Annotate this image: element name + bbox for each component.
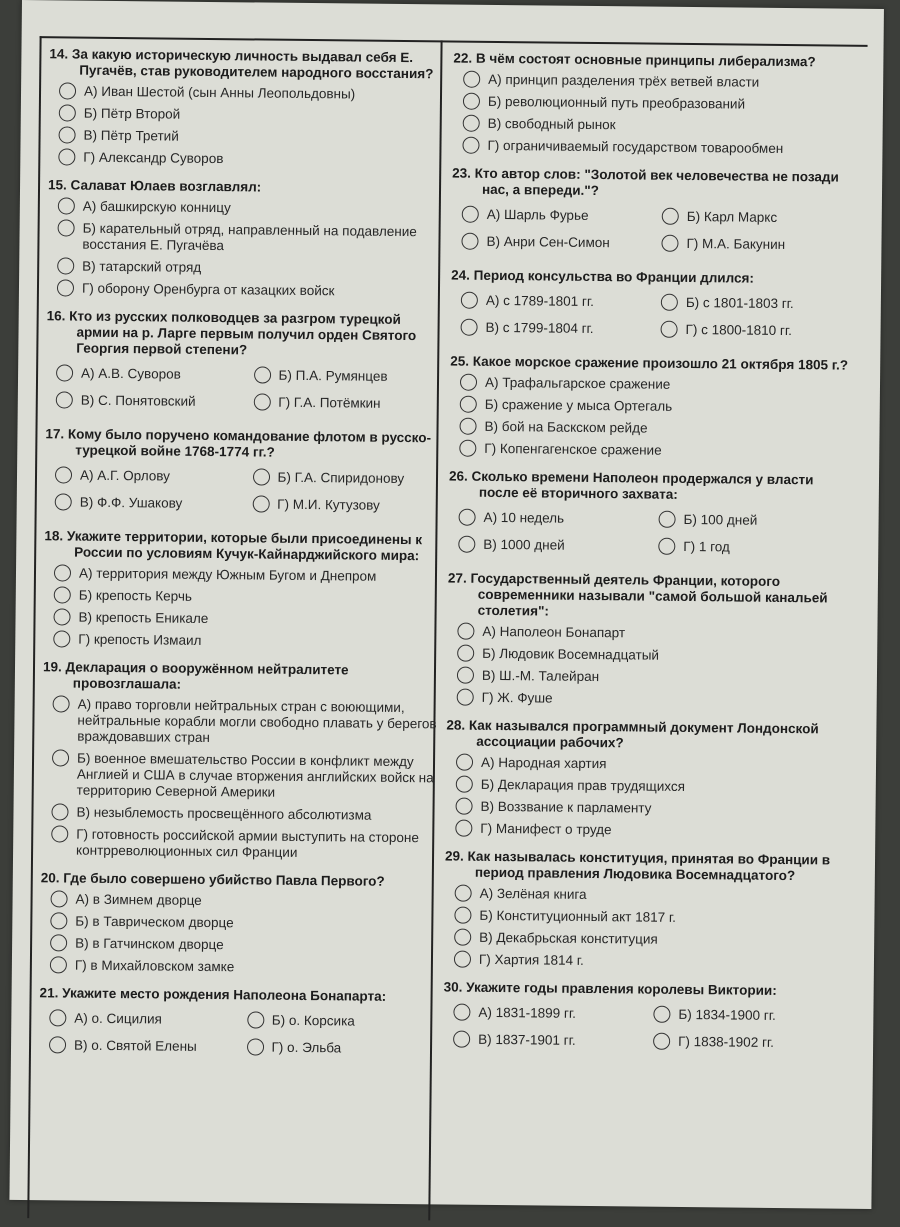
question-block: [40, 870, 436, 977]
answer-option-label: А) 1831-1899 гг.: [478, 1004, 577, 1021]
answer-option[interactable]: [45, 494, 243, 512]
answer-option-label: В) Воззвание к парламенту: [480, 798, 652, 816]
answer-option-label: Б) крепость Керчь: [78, 587, 193, 604]
answer-option[interactable]: [39, 1010, 237, 1028]
answer-option-label: Г) М.А. Бакунин: [686, 235, 786, 253]
answer-option-label: Г) оборону Оренбурга от казацких войск: [81, 280, 335, 299]
answer-option[interactable]: [452, 138, 852, 158]
answer-option[interactable]: [236, 1039, 434, 1057]
answer-options: [47, 198, 443, 300]
answer-option-label: А) в Зимнем дворце: [75, 891, 202, 908]
answer-option-label: Г) с 1800-1810 гг.: [685, 321, 792, 339]
question-block: [449, 354, 850, 461]
answer-option-label: В) свободный рынок: [487, 115, 616, 133]
question-block: [46, 308, 442, 418]
answer-option[interactable]: [40, 935, 435, 955]
answer-option[interactable]: [445, 820, 845, 840]
answer-option[interactable]: [242, 469, 440, 487]
answer-option-label: Г) Манифест о труде: [480, 820, 612, 838]
answer-option[interactable]: [49, 105, 444, 125]
answer-option[interactable]: [452, 207, 652, 225]
radio-circle-icon[interactable]: [457, 623, 474, 640]
radio-circle-icon[interactable]: [454, 907, 471, 924]
radio-circle-icon[interactable]: [49, 1036, 66, 1053]
answer-option[interactable]: [443, 1004, 643, 1022]
answer-option-label: Б) о. Корсика: [271, 1012, 355, 1029]
answer-option[interactable]: [450, 375, 850, 395]
radio-circle-icon[interactable]: [252, 468, 269, 485]
radio-circle-icon[interactable]: [53, 630, 70, 647]
radio-circle-icon[interactable]: [455, 885, 472, 902]
radio-circle-icon[interactable]: [453, 1004, 470, 1021]
question-title: 16. Кто из русских полководцев за разгром турецкой армии на р. Ларге первым получил орден Святого Георгия первой степени?: [46, 308, 417, 358]
question-title: 27. Государственный деятель Франции, которого современники называли "самой большой канальей столетия":: [447, 570, 828, 619]
answer-option[interactable]: [451, 234, 651, 252]
answer-option[interactable]: [449, 440, 849, 460]
radio-circle-icon[interactable]: [51, 825, 68, 842]
answer-option[interactable]: [49, 127, 444, 147]
answer-options: [41, 696, 438, 862]
answer-option[interactable]: [650, 322, 850, 340]
answer-option-label: В) с 1799-1804 гг.: [485, 319, 594, 337]
radio-circle-icon[interactable]: [454, 929, 471, 946]
answer-option-label: В) Анри Сен-Симон: [486, 233, 610, 251]
answer-option[interactable]: [648, 539, 848, 557]
question-block: [450, 268, 851, 346]
radio-circle-icon[interactable]: [461, 319, 478, 336]
answer-option[interactable]: [444, 907, 844, 927]
answer-option[interactable]: [41, 826, 436, 862]
radio-circle-icon[interactable]: [453, 1031, 470, 1048]
answer-option[interactable]: [48, 149, 443, 169]
answer-option[interactable]: [237, 1012, 435, 1030]
answer-option[interactable]: [651, 236, 851, 254]
answer-options: [450, 288, 851, 346]
left-column: [39, 46, 445, 1075]
answer-option[interactable]: [450, 397, 850, 417]
radio-circle-icon[interactable]: [247, 1011, 264, 1028]
radio-circle-icon[interactable]: [253, 366, 270, 383]
answer-option[interactable]: [44, 565, 439, 585]
radio-circle-icon[interactable]: [653, 1033, 670, 1050]
answer-option-label: Г) М.И. Кутузову: [277, 496, 380, 513]
answer-option[interactable]: [40, 913, 435, 933]
answer-option-label: Б) революционный путь преобразований: [487, 93, 746, 112]
question-block: [39, 985, 435, 1063]
answer-option-label: Б) с 1801-1803 гг.: [685, 294, 794, 312]
question-title: 18. Укажите территории, которые были присоединены к России по условиям Кучук-Кайнарджийского мира:: [44, 528, 423, 564]
radio-circle-icon[interactable]: [462, 137, 479, 154]
answer-option-label: А) принцип разделения трёх ветвей власти: [488, 71, 760, 90]
radio-circle-icon[interactable]: [58, 148, 75, 165]
question-title: 29. Как называлась конституция, принятая во Франции в период правления Людовика Восемнадцатого?: [444, 848, 831, 884]
answer-option[interactable]: [445, 885, 845, 905]
radio-circle-icon[interactable]: [59, 126, 76, 143]
radio-circle-icon[interactable]: [660, 321, 677, 338]
answer-options: [444, 885, 845, 971]
answer-option[interactable]: [446, 754, 846, 774]
answer-options: [449, 375, 850, 461]
answer-option-label: Б) Конституционный акт 1817 г.: [479, 907, 677, 925]
answer-options: [48, 83, 444, 169]
answer-options: [448, 504, 849, 562]
answer-option-label: А) А.В. Суворов: [81, 365, 181, 382]
radio-circle-icon[interactable]: [54, 564, 71, 581]
radio-circle-icon[interactable]: [461, 292, 478, 309]
radio-circle-icon[interactable]: [455, 798, 472, 815]
answer-option-label: А) 10 недель: [483, 509, 565, 526]
answer-option[interactable]: [451, 320, 651, 338]
answer-options: [443, 999, 844, 1057]
answer-option-label: В) незыблемость просвещённого абсолютизма: [76, 804, 372, 823]
answer-option[interactable]: [44, 587, 439, 607]
answer-options: [46, 360, 442, 418]
radio-circle-icon[interactable]: [454, 951, 471, 968]
radio-circle-icon[interactable]: [53, 608, 70, 625]
question-block: [48, 46, 444, 169]
answer-option[interactable]: [47, 220, 442, 256]
answer-option[interactable]: [42, 750, 437, 802]
answer-option[interactable]: [43, 609, 438, 629]
answer-option-label: В) Ф.Ф. Ушакову: [79, 494, 183, 511]
test-sheet: [9, 0, 884, 1209]
answer-option[interactable]: [40, 957, 435, 977]
answer-option[interactable]: [453, 94, 853, 114]
answer-option[interactable]: [453, 116, 853, 136]
question-block: [47, 177, 443, 300]
radio-circle-icon[interactable]: [457, 689, 474, 706]
answer-option-label: В) бой на Баскском рейде: [484, 418, 648, 436]
radio-circle-icon[interactable]: [459, 418, 476, 435]
radio-circle-icon[interactable]: [455, 820, 472, 837]
radio-circle-icon[interactable]: [57, 257, 74, 274]
question-block: [445, 717, 846, 840]
radio-circle-icon[interactable]: [252, 495, 269, 512]
answer-option-label: Б) П.А. Румянцев: [278, 367, 388, 384]
answer-option[interactable]: [47, 280, 442, 300]
question-block: [451, 166, 852, 260]
answer-option-label: В) Декабрьская конституция: [479, 929, 658, 947]
answer-options: [45, 462, 441, 520]
answer-option-label: А) Иван Шестой (сын Анны Леопольдовны): [83, 83, 356, 102]
answer-option[interactable]: [49, 83, 444, 103]
radio-circle-icon[interactable]: [463, 115, 480, 132]
question-title: 19. Декларация о вооружённом нейтралитете провозглашала:: [42, 659, 349, 692]
radio-circle-icon[interactable]: [57, 279, 74, 296]
answer-option[interactable]: [46, 365, 244, 383]
right-column: [443, 51, 854, 1070]
answer-option[interactable]: [446, 776, 846, 796]
answer-options: [451, 202, 852, 260]
question-block: [447, 570, 848, 709]
answer-option-label: А) А.Г. Орлову: [79, 467, 170, 484]
question-block: [41, 659, 438, 862]
question-title: 17. Кому было поручено командование флотом в русско-турецкой войне 1768-1774 гг.?: [45, 426, 432, 460]
answer-option-label: Г) о. Эльба: [271, 1039, 342, 1056]
radio-circle-icon[interactable]: [59, 82, 76, 99]
radio-circle-icon[interactable]: [457, 645, 474, 662]
radio-circle-icon[interactable]: [661, 294, 678, 311]
answer-option[interactable]: [447, 645, 847, 665]
radio-circle-icon[interactable]: [458, 536, 475, 553]
answer-options: [452, 72, 853, 158]
question-title: 24. Период консульства во Франции длился:: [451, 267, 754, 286]
question-title: 28. Как назывался программный документ Лондонской ассоциации рабочих?: [446, 717, 819, 751]
answer-option-label: Б) Пётр Второй: [83, 105, 181, 122]
answer-options: [43, 565, 439, 651]
answer-option[interactable]: [39, 1037, 237, 1055]
answer-option-label: А) Народная хартия: [480, 754, 607, 772]
question-title: 15. Салават Юлаев возглавлял:: [47, 177, 262, 195]
answer-option-label: В) 1837-1901 гг.: [478, 1031, 576, 1048]
radio-circle-icon[interactable]: [58, 197, 75, 214]
answer-option[interactable]: [41, 804, 436, 824]
answer-option-label: Б) военное вмешательство России в конфликт между Англией и США в случае вторжения английских войск на территорию Северной Америки: [76, 750, 434, 800]
answer-option-label: Г) ограничиваемый государством товарообмен: [487, 137, 784, 156]
radio-circle-icon[interactable]: [661, 235, 678, 252]
question-title: 21. Укажите место рождения Наполеона Бонапарта:: [39, 985, 387, 1004]
radio-circle-icon[interactable]: [50, 934, 67, 951]
question-title: 30. Укажите годы правления королевы Виктории:: [443, 979, 777, 998]
answer-option[interactable]: [41, 891, 436, 911]
answer-option-label: А) Зелёная книга: [479, 885, 587, 902]
answer-options: [40, 891, 436, 977]
radio-circle-icon[interactable]: [463, 71, 480, 88]
answer-option-label: В) крепость Еникале: [78, 609, 209, 626]
radio-circle-icon[interactable]: [460, 396, 477, 413]
answer-option-label: Г) 1838-1902 гг.: [678, 1033, 775, 1050]
answer-option-label: Г) Хартия 1814 г.: [478, 951, 584, 968]
answer-option-label: Г) в Михайловском замке: [74, 957, 235, 975]
answer-option[interactable]: [45, 467, 243, 485]
answer-option-label: Б) Карл Маркс: [686, 208, 778, 225]
answer-option-label: Г) Александр Суворов: [83, 149, 224, 167]
answer-option-label: Г) Копенгагенское сражение: [484, 440, 662, 458]
answer-option-label: В) о. Святой Елены: [73, 1037, 197, 1054]
radio-circle-icon[interactable]: [50, 956, 67, 973]
answer-option-label: А) Трафальгарское сражение: [484, 374, 671, 392]
radio-circle-icon[interactable]: [58, 219, 75, 236]
answer-option-label: В) в Гатчинском дворце: [75, 935, 224, 953]
answer-option-label: В) Пётр Третий: [83, 127, 179, 144]
question-block: [452, 51, 853, 158]
answer-option[interactable]: [46, 392, 244, 410]
radio-circle-icon[interactable]: [459, 440, 476, 457]
radio-circle-icon[interactable]: [253, 393, 270, 410]
question-title: 22. В чём состоят основные принципы либерализма?: [453, 50, 816, 70]
answer-option[interactable]: [447, 689, 847, 709]
answer-option[interactable]: [447, 667, 847, 687]
answer-option[interactable]: [447, 623, 847, 643]
answer-option[interactable]: [448, 536, 648, 554]
answer-options: [447, 623, 848, 709]
answer-option[interactable]: [444, 951, 844, 971]
answer-option-label: В) татарский отряд: [82, 258, 202, 275]
radio-circle-icon[interactable]: [456, 754, 473, 771]
answer-option[interactable]: [444, 929, 844, 949]
answer-option[interactable]: [451, 293, 651, 311]
radio-circle-icon[interactable]: [658, 538, 675, 555]
question-title: 14. За какую историческую личность выдавал себя Е. Пугачёв, став руководителем народного восстания?: [49, 46, 434, 82]
question-title: 23. Кто автор слов: "Золотой век человечества не позади нас, а впереди."?: [452, 165, 839, 199]
answer-option[interactable]: [42, 696, 437, 748]
answer-option-label: Г) Г.А. Потёмкин: [278, 394, 381, 411]
answer-options: [445, 754, 846, 840]
radio-circle-icon[interactable]: [49, 1009, 66, 1026]
answer-options: [39, 1005, 435, 1063]
radio-circle-icon[interactable]: [659, 511, 676, 528]
question-block: [443, 979, 844, 1057]
answer-option-label: Г) Ж. Фуше: [481, 689, 553, 706]
answer-option-label: Б) 1834-1900 гг.: [678, 1006, 776, 1023]
answer-option-label: Г) 1 год: [683, 538, 730, 555]
answer-option[interactable]: [453, 72, 853, 92]
answer-option[interactable]: [652, 209, 852, 227]
question-block: [43, 528, 439, 651]
answer-option[interactable]: [643, 1034, 843, 1052]
answer-option-label: Г) крепость Измаил: [78, 631, 202, 648]
radio-circle-icon[interactable]: [56, 391, 73, 408]
answer-option-label: А) право торговли нейтральных стран с воюющими, нейтральные корабли могли свободно плавать у берегов враждовавших стран: [77, 696, 437, 746]
answer-option-label: Б) карательный отряд, направленный на подавление восстания Е. Пугачёва: [82, 220, 417, 254]
radio-circle-icon[interactable]: [460, 374, 477, 391]
radio-circle-icon[interactable]: [462, 206, 479, 223]
answer-option-label: А) с 1789-1801 гг.: [485, 292, 594, 310]
answer-option-label: В) Ш.-М. Талейран: [481, 667, 600, 685]
radio-circle-icon[interactable]: [51, 803, 68, 820]
radio-circle-icon[interactable]: [456, 776, 473, 793]
radio-circle-icon[interactable]: [55, 466, 72, 483]
answer-option[interactable]: [243, 394, 441, 412]
answer-option-label: А) Шарль Фурье: [486, 206, 589, 223]
radio-circle-icon[interactable]: [59, 104, 76, 121]
answer-option-label: Б) Декларация прав трудящихся: [480, 776, 686, 794]
answer-option-label: Б) в Таврическом дворце: [75, 913, 234, 931]
answer-option[interactable]: [651, 295, 851, 313]
radio-circle-icon[interactable]: [463, 93, 480, 110]
radio-circle-icon[interactable]: [54, 586, 71, 603]
radio-circle-icon[interactable]: [662, 208, 679, 225]
answer-option[interactable]: [449, 419, 849, 439]
answer-option-label: Г) готовность российской армии выступить на стороне контрреволюционных сил Франции: [76, 826, 419, 860]
answer-option-label: Б) 100 дней: [683, 511, 758, 528]
radio-circle-icon[interactable]: [55, 493, 72, 510]
answer-option-label: В) С. Понятовский: [80, 392, 196, 409]
answer-option-label: А) о. Сицилия: [74, 1010, 162, 1027]
answer-option[interactable]: [643, 1007, 843, 1025]
answer-option[interactable]: [443, 1031, 643, 1049]
answer-option[interactable]: [48, 198, 443, 218]
question-title: 26. Сколько времени Наполеон продержался у власти после её вторичного захвата:: [448, 468, 814, 502]
answer-option-label: А) Наполеон Бонапарт: [482, 623, 626, 641]
answer-option[interactable]: [47, 258, 442, 278]
radio-circle-icon[interactable]: [50, 912, 67, 929]
answer-option[interactable]: [43, 631, 438, 651]
radio-circle-icon[interactable]: [246, 1038, 263, 1055]
question-block: [444, 848, 845, 971]
radio-circle-icon[interactable]: [53, 695, 70, 712]
answer-option-label: А) башкирскую конницу: [82, 198, 231, 216]
answer-option-label: Б) сражение у мыса Ортегаль: [484, 396, 673, 414]
question-block: [448, 468, 849, 562]
radio-circle-icon[interactable]: [52, 749, 69, 766]
radio-circle-icon[interactable]: [653, 1006, 670, 1023]
answer-option[interactable]: [449, 509, 649, 527]
radio-circle-icon[interactable]: [56, 364, 73, 381]
question-title: 25. Какое морское сражение произошло 21 октября 1805 г.?: [450, 353, 849, 373]
answer-option[interactable]: [649, 512, 849, 530]
answer-option-label: Б) Людовик Восемнадцатый: [482, 645, 660, 663]
question-block: [45, 426, 441, 520]
answer-option-label: В) 1000 дней: [483, 536, 565, 553]
answer-option[interactable]: [243, 367, 441, 385]
question-title: 20. Где было совершено убийство Павла Первого?: [40, 870, 385, 889]
radio-circle-icon[interactable]: [457, 667, 474, 684]
answer-option[interactable]: [445, 798, 845, 818]
answer-option-label: А) территория между Южным Бугом и Днепром: [78, 565, 377, 584]
answer-option[interactable]: [242, 496, 440, 514]
radio-circle-icon[interactable]: [461, 233, 478, 250]
radio-circle-icon[interactable]: [51, 890, 68, 907]
radio-circle-icon[interactable]: [459, 509, 476, 526]
answer-option-label: Б) Г.А. Спиридонову: [277, 469, 405, 487]
